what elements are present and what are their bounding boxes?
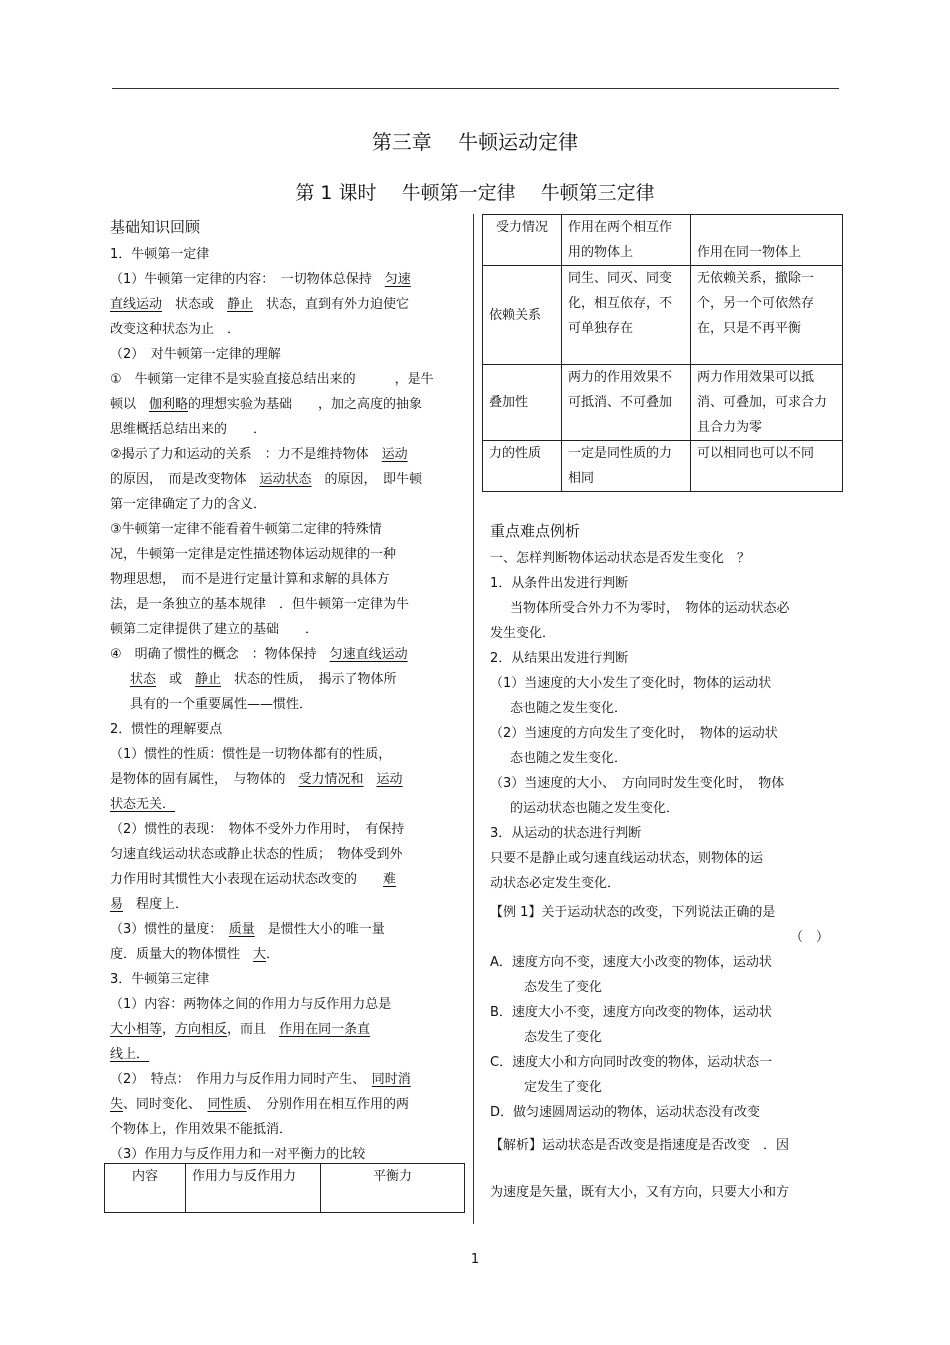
option-d: D．做匀速圆周运动的物体，运动状态没有改变 [490,1105,761,1120]
text-line: （3）当速度的大小、 方向同时发生变化时， 物体 [490,776,785,791]
option-a-cont: 态发生了变化 [524,980,603,995]
table-cell: 内容 [105,1164,186,1213]
text-line: （1）牛顿第一定律的内容： 一切物体总保持 匀速 [110,272,411,287]
text-line: 度．质量大的物体惯性 大． [110,947,280,962]
option-c-cont: 定发生了变化 [524,1080,603,1095]
option-b-cont: 态发生了变化 [524,1030,603,1045]
text-line: 的运动状态也随之发生变化． [510,801,680,816]
blank-answer: 失 [110,1097,124,1112]
table-row [483,441,843,492]
text-line: （1）当速度的大小发生了变化时，物体的运动状 [490,676,772,691]
text-line: （1）内容：两物体之间的作用力与反作用力总是 [110,997,392,1012]
blank-answer: 同性质 [207,1097,247,1112]
text-line: （2）当速度的方向发生了变化时， 物体的运动状 [490,726,778,741]
text-line: ④ 明确了惯性的概念 ：物体保持 匀速直线运动 [110,647,408,662]
text-line: （2） 对牛顿第一定律的理解 [110,347,281,362]
text-line: （3）作用力与反作用力和一对平衡力的比较 [110,1147,366,1162]
blank-answer: 受力情况和 [298,772,364,787]
text-line: 物理思想， 而不是进行定量计算和求解的具体方 [110,572,390,587]
text-line: 力作用时其惯性大小表现在运动状态改变的 难 [110,872,397,887]
text-line: 只要不是静止或匀速直线运动状态，则物体的运 [490,851,764,866]
blank-answer: 大小相等 [110,1022,163,1037]
option-a: A．速度方向不变，速度大小改变的物体，运动状 [490,955,772,970]
blank-answer: 方向相反 [175,1022,228,1037]
table-cell: 两力的作用效果不可抵消、不可叠加 [562,365,691,441]
example-title: 【例 1】关于运动状态的改变，下列说法正确的是 [490,905,776,920]
comparison-table [482,214,843,492]
text-line: 是物体的固有属性， 与物体的 受力情况和 运动 [110,772,403,787]
section-heading: 基础知识回顾 [110,218,201,236]
text-line: （2）惯性的表现： 物体不受外力作用时， 有保持 [110,822,405,837]
table-cell: 依赖关系 [483,266,562,365]
table-cell: 无依赖关系，撤除一个，另一个可依然存在，只是不再平衡 [691,266,843,365]
blank-answer: 质量 [228,922,255,937]
text-line: 2．惯性的理解要点 [110,722,223,737]
text-line: （1）惯性的性质：惯性是一切物体都有的性质， [110,747,392,762]
text-line: 3．从运动的状态进行判断 [490,826,642,841]
text-line: 3．牛顿第三定律 [110,972,210,987]
chapter-title: 第三章 牛顿运动定律 [371,130,579,154]
text-line: 发生变化． [490,626,556,641]
blank-answer: 同时消 [371,1072,411,1087]
text-line: 状态 或 静止 状态的性质， 揭示了物体所 [130,672,397,687]
blank-answer: 难 [383,872,397,887]
text-line: ②揭示了力和运动的关系 ：力不是维持物体 运动 [110,447,408,462]
text-line: （2） 特点： 作用力与反作用力同时产生、 同时消 [110,1072,411,1087]
text-line: ③牛顿第一定律不能看着牛顿第二定律的特殊情 [110,522,382,537]
table-cell: 叠加性 [483,365,562,441]
blank-answer: 伽利略 [149,397,189,412]
table-cell: 平衡力 [321,1164,465,1213]
blank-answer: 运动 [376,772,403,787]
text-line: 法，是一条独立的基本规律 ．但牛顿第一定律为牛 [110,597,410,612]
table-cell: 作用在同一物体上 [691,215,843,266]
table-row [105,1164,465,1213]
text-line: 思维概括总结出来的 ． [110,422,267,437]
blank-answer: 直线运动 [110,297,163,312]
text-line: 当物体所受合外力不为零时， 物体的运动状态必 [510,601,790,616]
table-cell: 作用力与反作用力 [186,1164,321,1213]
table-cell: 两力作用效果可以抵消、可叠加，可求合力且合力为零 [691,365,843,441]
text-line: 1．牛顿第一定律 [110,247,210,262]
table-row [483,365,843,441]
text-line: 一、怎样判断物体运动状态是否发生变化 ？ [490,551,751,566]
text-line: 动状态必定发生变化． [490,876,621,891]
text-line: 顿以 伽利略的理想实验为基础 ，加之高度的抽象 [110,397,423,412]
text-line: 2．从结果出发进行判断 [490,651,629,666]
analysis-text: 【解析】运动状态是否改变是指速度是否改变 ．因 [490,1138,790,1153]
text-line: 顿第二定律提供了建立的基础 ． [110,622,319,637]
blank-answer: 运动状态 [259,472,312,487]
lesson-title: 第 1 课时 牛顿第一定律 牛顿第三定律 [295,182,655,204]
blank-answer: 作用在同一条直 [279,1022,371,1037]
table-cell: 同生、同灭、同变化，相互依存，不可单独存在 [562,266,691,365]
text-line: 线上． [110,1047,150,1062]
text-line: 态也随之发生变化． [510,751,628,766]
section-heading: 重点难点例析 [490,522,581,540]
option-b: B．速度大小不变，速度方向改变的物体，运动状 [490,1005,772,1020]
text-line: 直线运动 状态或 静止 状态，直到有外力迫使它 [110,297,410,312]
left-column [110,212,465,1167]
text-line: （3）惯性的量度： 质量 是惯性大小的唯一量 [110,922,385,937]
text-line: 1．从条件出发进行判断 [490,576,629,591]
text-line: 第一定律确定了力的含义． [110,497,267,512]
text-line: 匀速直线运动状态或静止状态的性质； 物体受到外 [110,847,403,862]
blank-answer: 匀速直线运动 [329,647,408,662]
table-cell: 一定是同性质的力相同 [562,441,691,492]
table-row [483,215,843,266]
text-line: 易 程度上． [110,897,189,912]
table-cell: 作用在两个相互作用的物体上 [562,215,691,266]
text-line: 具有的一个重要属性——惯性． [130,697,313,712]
option-c: C．速度大小和方向同时改变的物体，运动状态一 [490,1055,773,1070]
text-line: 失、同时变化、 同性质、 分别作用在相互作用的两 [110,1097,410,1112]
table-cell: 可以相同也可以不同 [691,441,843,492]
text-line: 的原因， 而是改变物体 运动状态 的原因， 即牛顿 [110,472,423,487]
right-column [490,516,845,1205]
text-line: ① 牛顿第一定律不是实验直接总结出来的 ，是牛 [110,372,434,387]
text-line: 大小相等，方向相反，而且 作用在同一条直 [110,1022,371,1037]
text-line: 改变这种状态为止 ． [110,322,241,337]
blank-answer: 状态 [130,672,157,687]
text-line: 个物体上，作用效果不能抵消． [110,1122,293,1137]
table-row [483,266,843,365]
blank-answer: 易 [110,897,124,912]
column-divider [473,214,474,1224]
text-line: 态也随之发生变化． [510,701,628,716]
answer-paren: （ ） [789,930,829,945]
header-rule [112,88,839,89]
table-cell: 力的性质 [483,441,562,492]
page-number: 1 [470,1252,480,1267]
blank-answer: 静止 [227,297,254,312]
text-line: 状态无关． [110,797,176,812]
blank-answer: 匀速 [384,272,411,287]
analysis-text: 为速度是矢量，既有大小，又有方向，只要大小和方 [490,1185,790,1200]
blank-answer: 运动 [381,447,408,462]
blank-answer: 大 [253,947,267,962]
comparison-table-header [104,1163,465,1213]
blank-answer: 静止 [195,672,222,687]
table-cell: 受力情况 [483,215,562,266]
text-line: 况，牛顿第一定律是定性描述物体运动规律的一种 [110,547,397,562]
